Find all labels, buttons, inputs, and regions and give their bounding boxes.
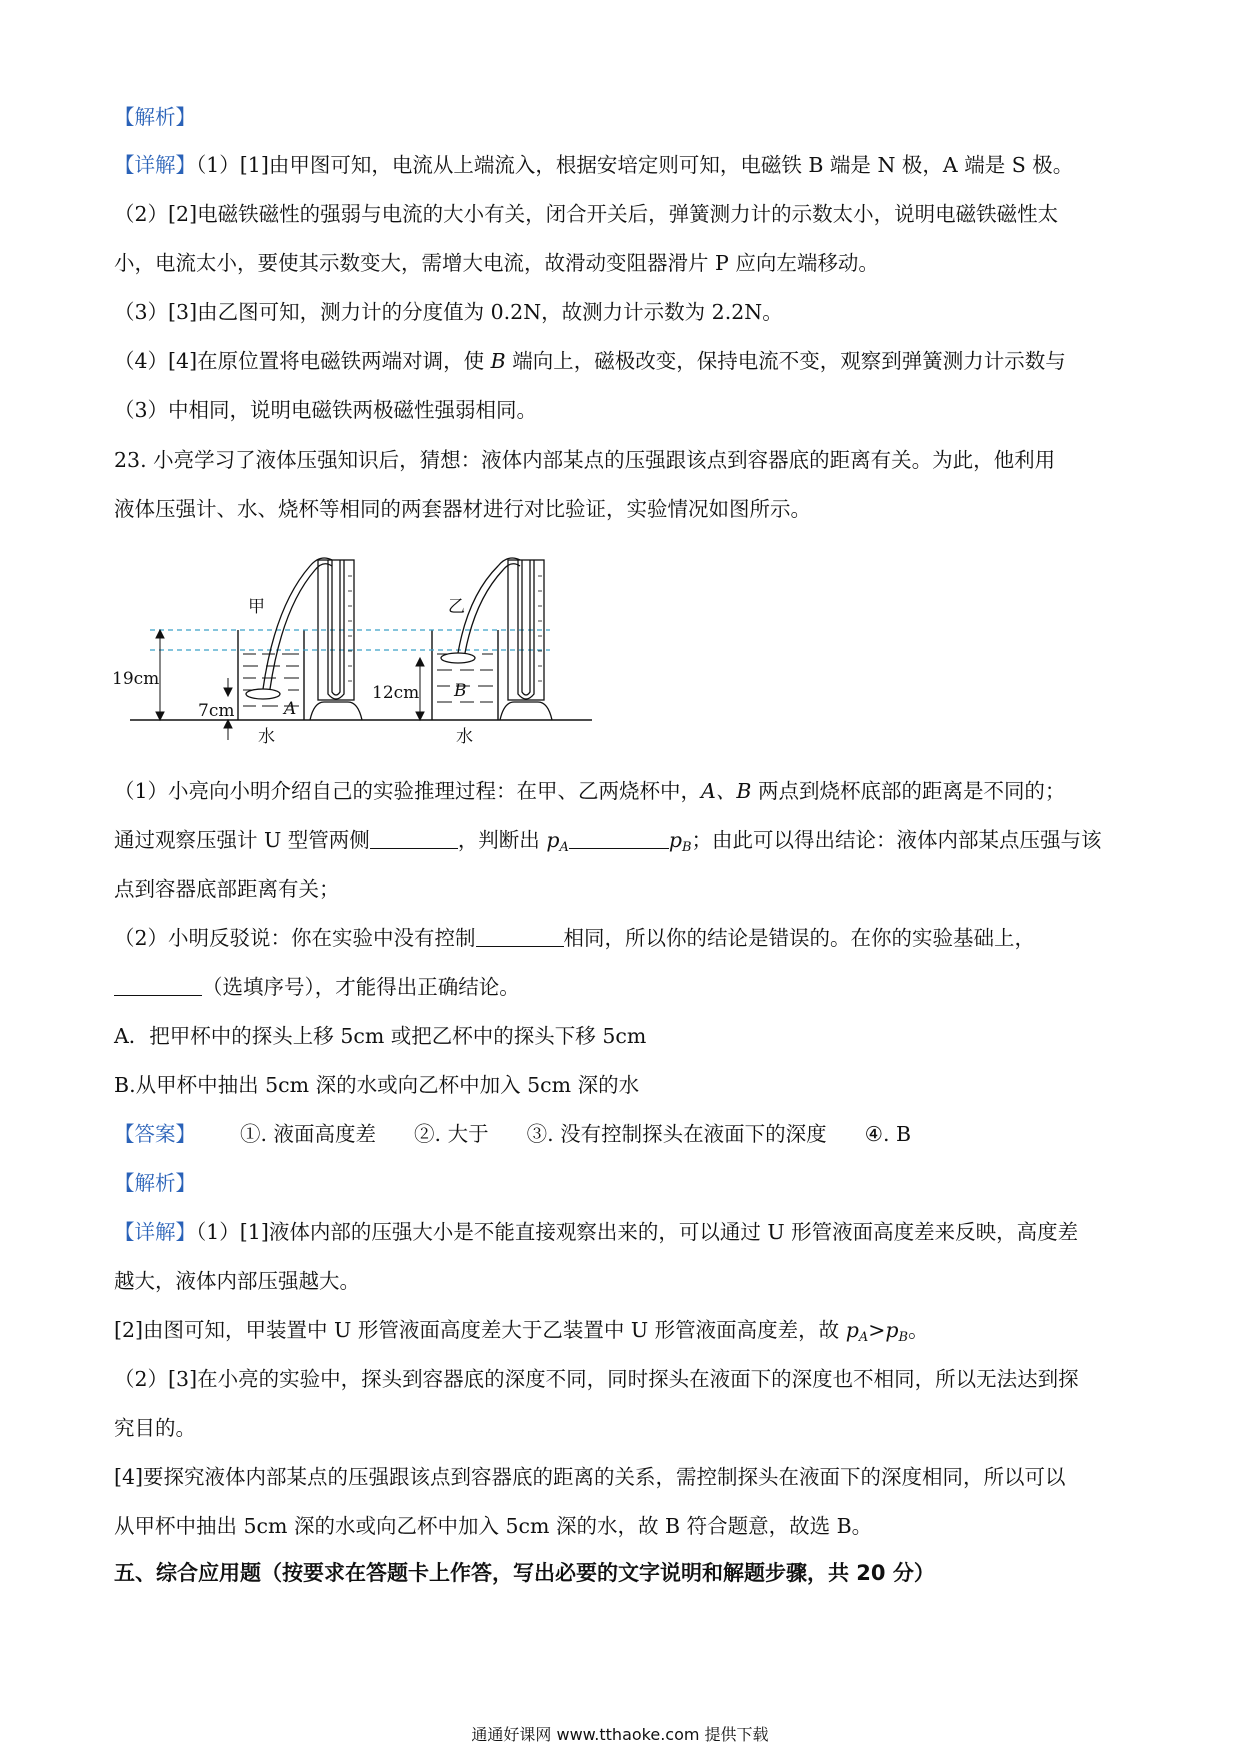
q23-p4a: （2）小明反驳说：你在实验中没有控制 bbox=[114, 926, 476, 950]
q23-p2a: 通过观察压强计 U 型管两侧 bbox=[114, 828, 370, 852]
q22-detail-line-1 bbox=[114, 150, 1073, 180]
beaker-2 bbox=[432, 630, 498, 720]
q23-part1-line-2 bbox=[114, 825, 1102, 863]
blank-2[interactable] bbox=[569, 828, 669, 849]
label-water-2: 水 bbox=[456, 727, 473, 746]
d3-pb: p bbox=[885, 1318, 899, 1342]
label-jia: 甲 bbox=[248, 597, 265, 617]
q22-detail-line-5 bbox=[114, 346, 1066, 376]
q23-stem-line-2: 液体压强计、水、烧杯等相同的两套器材进行对比验证，实验情况如图所示。 bbox=[114, 497, 811, 521]
d3-pb-sub: B bbox=[898, 1330, 909, 1345]
answer-line bbox=[114, 1119, 911, 1149]
pb-sub: B bbox=[681, 840, 692, 855]
probe-b bbox=[441, 653, 475, 663]
q23-detail-line-3 bbox=[114, 1315, 929, 1353]
q22-l5b: 端向上，磁极改变，保持电流不变，观察到弹簧测力计示数与 bbox=[505, 349, 1066, 373]
q23-part2-line-2 bbox=[114, 972, 520, 1002]
q23-p2b: ，判断出 bbox=[457, 828, 547, 852]
q23-part1-line-3: 点到容器底部距离有关； bbox=[114, 877, 340, 901]
analysis-tag: 【解析】 bbox=[114, 105, 196, 129]
answer-1: ①. 液面高度差 bbox=[240, 1122, 377, 1146]
analysis-tag-2: 【解析】 bbox=[114, 1171, 196, 1195]
q23-detail-line-4: （2）[3]在小亮的实验中，探头到容器底的深度不同，同时探头在液面下的深度也不相同，所以无法达到探 bbox=[114, 1367, 1079, 1391]
q22-l5-var: B bbox=[490, 349, 506, 373]
q23-detail-line-5: 究目的。 bbox=[114, 1416, 196, 1440]
label-19cm: 19cm bbox=[112, 669, 160, 689]
d3-pa: p bbox=[845, 1318, 859, 1342]
q22-detail-line-3: 小，电流太小，要使其示数变大，需增大电流，故滑动变阻器滑片 P 应向左端移动。 bbox=[114, 251, 879, 275]
tube-2 bbox=[458, 558, 520, 653]
probe-a bbox=[246, 689, 280, 699]
label-water-1: 水 bbox=[258, 727, 275, 746]
d3-pa-sub: A bbox=[858, 1330, 869, 1345]
answer-2: ②. 大于 bbox=[414, 1122, 489, 1146]
gauge-2-inner bbox=[522, 560, 530, 695]
blank-4[interactable] bbox=[114, 975, 202, 996]
gauge-1-stand bbox=[310, 702, 362, 720]
q23-p1a: （1）小亮向小明介绍自己的实验推理过程：在甲、乙两烧杯中， bbox=[114, 779, 702, 803]
q23-d1: （1）[1]液体内部的压强大小是不能直接观察出来的，可以通过 U 形管液面高度差来反映，高度差 bbox=[196, 1220, 1079, 1244]
q22-detail-line-4: （3）[3]由乙图可知，测力计的分度值为 0.2N，故测力计示数为 2.2N。 bbox=[114, 300, 783, 324]
option-b: B.从甲杯中抽出 5cm 深的水或向乙杯中加入 5cm 深的水 bbox=[114, 1073, 640, 1097]
q23-detail-line-7: 从甲杯中抽出 5cm 深的水或向乙杯中加入 5cm 深的水，故 B 符合题意，故选 B。 bbox=[114, 1514, 873, 1538]
q23-d3a: [2]由图可知，甲装置中 U 形管液面高度差大于乙装置中 U 形管液面高度差，故 bbox=[114, 1318, 846, 1342]
q23-detail-line-6: [4]要探究液体内部某点的压强跟该点到容器底的距离的关系，需控制探头在液面下的深度相同，所以可以 bbox=[114, 1465, 1066, 1489]
q23-part1-line-1 bbox=[114, 776, 1065, 806]
gauge-2-stand bbox=[500, 702, 552, 720]
q23-detail-line-2: 越大，液体内部压强越大。 bbox=[114, 1269, 360, 1293]
label-12cm: 12cm bbox=[372, 683, 420, 703]
gauge-1-inner bbox=[332, 560, 340, 695]
dim-19-arrow-bottom bbox=[156, 712, 164, 720]
answer-3: ③. 没有控制探头在液面下的深度 bbox=[526, 1122, 827, 1146]
q23-stem-line-1: 23. 小亮学习了液体压强知识后，猜想：液体内部某点的压强跟该点到容器底的距离有关。为此，他利用 bbox=[114, 448, 1056, 472]
q23-p2c: ；由此可以得出结论：液体内部某点压强与该 bbox=[691, 828, 1102, 852]
d3-rel: > bbox=[868, 1318, 886, 1342]
q22-l1: （1）[1]由甲图可知，电流从上端流入，根据安培定则可知，电磁铁 B 端是 N 极，A 端是 S 极。 bbox=[196, 153, 1074, 177]
pb-symbol: p bbox=[668, 828, 682, 852]
tube-2b bbox=[465, 564, 520, 653]
q23-detail-line-1 bbox=[114, 1217, 1078, 1247]
q22-detail-line-2: （2）[2]电磁铁磁性的强弱与电流的大小有关，闭合开关后，弹簧测力计的示数太小，说明电磁铁磁性太 bbox=[114, 202, 1059, 226]
q23-p1-var: A、B bbox=[701, 779, 752, 803]
section-5-heading: 五、综合应用题（按要求在答题卡上作答，写出必要的文字说明和解题步骤，共 20 分） bbox=[114, 1561, 935, 1585]
q22-detail-line-6: （3）中相同，说明电磁铁两极磁性强弱相同。 bbox=[114, 398, 538, 422]
d3-end: 。 bbox=[908, 1318, 929, 1342]
pa-sub: A bbox=[559, 840, 569, 855]
blank-1[interactable] bbox=[370, 828, 458, 849]
detail-tag-2: 【详解】 bbox=[114, 1220, 196, 1244]
label-point-b: B bbox=[454, 681, 467, 701]
answer-4: ④. B bbox=[864, 1122, 912, 1146]
option-a: A．把甲杯中的探头上移 5cm 或把乙杯中的探头下移 5cm bbox=[114, 1024, 647, 1048]
q23-p5: （选填序号），才能得出正确结论。 bbox=[202, 975, 520, 999]
label-7cm: 7cm bbox=[198, 701, 235, 721]
tube-1b bbox=[270, 564, 332, 689]
q22-l5a: （4）[4]在原位置将电磁铁两端对调，使 bbox=[114, 349, 491, 373]
pressure-gauge-figure bbox=[110, 546, 600, 746]
pa-symbol: p bbox=[546, 828, 560, 852]
footer: 通通好课网 www.tthaoke.com 提供下载 bbox=[471, 1725, 769, 1744]
q23-part2-line-1 bbox=[114, 923, 1035, 953]
blank-3[interactable] bbox=[476, 926, 564, 947]
dim-19-arrow-top bbox=[156, 630, 164, 638]
label-yi: 乙 bbox=[448, 597, 465, 617]
q23-p4b: 相同，所以你的结论是错误的。在你的实验基础上， bbox=[563, 926, 1036, 950]
q23-p1b: 两点到烧杯底部的距离是不同的； bbox=[751, 779, 1066, 803]
label-point-a: A bbox=[284, 699, 297, 719]
answer-tag: 【答案】 bbox=[114, 1122, 196, 1146]
gauge-ticks bbox=[348, 576, 542, 681]
detail-tag: 【详解】 bbox=[114, 153, 196, 177]
